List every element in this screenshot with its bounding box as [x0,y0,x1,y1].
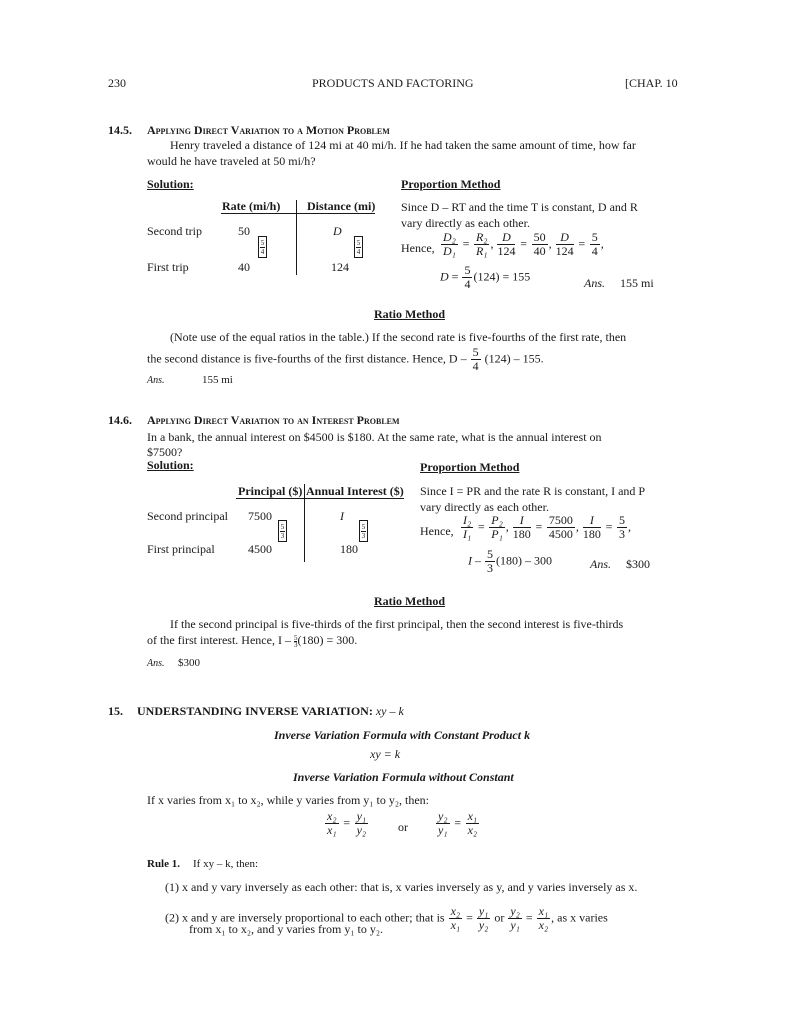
problem-title: Applying Direct Variation to a Motion Problem [147,123,390,137]
or-text: or [398,820,408,834]
table-divider [296,200,297,275]
table-header: Rate (mi/h) [222,199,281,213]
answer-label: Ans. [590,557,611,571]
solution-label: Solution: [147,458,194,472]
ratio-text: If the second principal is five-thirds of the first principal, then the second interest is five-thirds [170,617,624,631]
ratio-text: of the first interest. Hence, I – $\frac{5}{3}$ (180) = 300. [147,633,358,649]
body-text: If x varies from x₁ to x₂, while y varies from y₁ to y₂, then: [147,793,430,807]
table-header: Annual Interest ($) [306,484,404,498]
running-title: PRODUCTS AND FACTORING [312,76,474,90]
table-cell: 124 [331,260,349,274]
ratio-text: the second distance is five-fourths of the first distance. Hence, D – $\frac{5}{4}$ (124) – 155. [147,345,544,373]
hence-label: Hence, [401,241,435,255]
table-row-label: Second trip [147,224,202,238]
table-row-label: First trip [147,260,189,274]
ratio-text: (Note use of the equal ratios in the table.) If the second rate is five-fourths of the first rate, then [170,330,627,344]
ratio-method-label: Ratio Method [374,307,445,321]
ratio-box: 5 3 [359,520,368,542]
explanation-text: Since I = PR and the rate R is constant, I and P [420,484,646,498]
problem-text: would he have traveled at 50 mi/h? [147,154,316,168]
table-cell: 7500 [248,509,272,523]
formula-label: Inverse Variation Formula without Constant [293,770,514,784]
table-cell: I [340,509,344,523]
problem-text: In a bank, the annual interest on $4500 is $180. At the same rate, what is the annual interest on [147,430,602,444]
table-cell: D [333,224,342,238]
explanation-text: vary directly as each other. [420,500,549,514]
solution-label: Solution: [147,177,194,191]
problem-title: Applying Direct Variation to an Interest Problem [147,413,400,427]
problem-text: $7500? [147,445,183,459]
explanation-text: vary directly as each other. [401,216,530,230]
table-row-label: First principal [147,542,215,556]
equation: $\frac{\text{D₂}}{\text{D₁}}$ = $\frac{\text{R₂}}{\text{R₁}}$ , $\frac{D}{124}$ = $\frac{50}{40}$ , $\frac{D}{124}$ = $\frac{5}{4}$ , [443,230,604,258]
problem-number: 14.5. [108,123,132,137]
equation: $\frac{\text{x₂}}{\text{x₁}}$ = $\frac{\text{y₁}}{\text{y₂}}$ [327,809,367,837]
answer-label: Ans. [147,375,165,386]
problem-text: Henry traveled a distance of 124 mi at 40 mi/h. If he had taken the same amount of time, how far [170,138,636,152]
table-header: Distance (mi) [307,199,376,213]
rule-label: Rule 1. [147,858,180,870]
explanation-text: Since D – RT and the time T is constant, D and R [401,200,638,214]
list-item-continuation: from x₁ to x₂, and y varies from y₁ to y₂. [189,922,384,936]
formula: xy = k [370,747,401,761]
table-header: Principal ($) [238,484,303,498]
section-title: UNDERSTANDING INVERSE VARIATION: xy – k [137,704,404,718]
answer-label: Ans. [147,658,165,669]
table-row-label: Second principal [147,509,228,523]
table-rule [221,213,375,214]
answer-value: 155 mi [620,276,654,290]
hence-label: Hence, [420,524,454,538]
proportion-method-label: Proportion Method [420,460,520,474]
table-divider [304,484,305,562]
answer-value: 155 mi [202,374,233,386]
ratio-box: 5 4 [354,236,363,258]
formula-label: Inverse Variation Formula with Constant Product k [274,728,531,742]
list-item: (2) x and y are inversely proportional to each other; that is $\frac{\text{x₂}}{\text{x₁}}$ = $\frac{\text{y₁}}{\text{y₂}}$ or $\frac{\text{y₂}}{\text{y₁}}$ = $\frac{\text{x₁}}{\text{x₂}}$ , as x varies [165,904,608,932]
chapter-label: [CHAP. 10 [625,76,678,90]
equation: $\frac{\text{I₂}}{\text{I₁}}$ = $\frac{\text{P₂}}{\text{P₁}}$ , $\frac{I}{180}$ = $\frac{7500}{4500}$ , $\frac{I}{180}$ = $\frac{5}{3}$ , [463,513,632,541]
problem-number: 14.6. [108,413,132,427]
rule-text: If xy – k, then: [193,858,259,870]
table-cell: 50 [238,224,250,238]
ratio-method-label: Ratio Method [374,594,445,608]
section-number: 15. [108,704,123,718]
table-rule [236,498,404,499]
equation: I – $\frac{5}{3}$ (180) – 300 [468,547,552,575]
equation: D = $\frac{5}{4}$ (124) = 155 [440,263,531,291]
proportion-method-label: Proportion Method [401,177,501,191]
page-number: 230 [108,76,126,90]
answer-value: $300 [178,657,200,669]
ratio-box: 5 3 [278,520,287,542]
list-item: (1) x and y vary inversely as each other: that is, x varies inversely as y, and y varies inversely as x. [165,880,638,894]
answer-value: $300 [626,557,650,571]
table-cell: 4500 [248,542,272,556]
ratio-box: 5 4 [258,236,267,258]
table-cell: 180 [340,542,358,556]
table-cell: 40 [238,260,250,274]
equation: $\frac{\text{y₂}}{\text{y₁}}$ = $\frac{\text{x₁}}{\text{x₂}}$ [438,809,478,837]
answer-label: Ans. [584,276,605,290]
